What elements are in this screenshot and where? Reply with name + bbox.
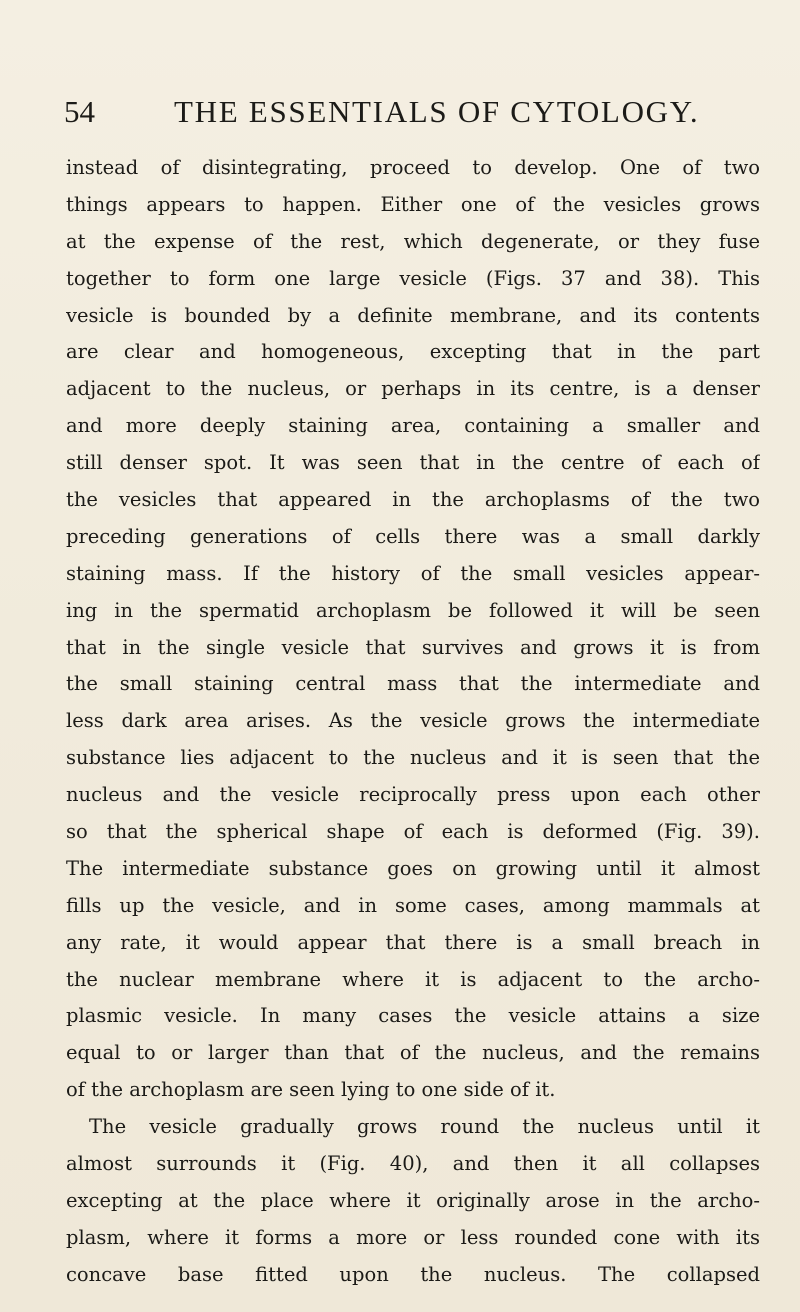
- text-line: concave base fitted upon the nucleus. The collapsed: [66, 1262, 760, 1286]
- text-line: substance lies adjacent to the nucleus and it is seen that the: [66, 746, 760, 770]
- text-line: are clear and homogeneous, excepting that in the part: [66, 340, 760, 364]
- text-line: plasm, where it forms a more or less rounded cone with its: [66, 1225, 760, 1249]
- text-line: of the archoplasm are seen lying to one side of it.: [66, 1078, 556, 1102]
- text-line: The intermediate substance goes on growing until it almost: [66, 856, 760, 880]
- text-line: nucleus and the vesicle reciprocally press upon each other: [66, 783, 760, 807]
- text-line: the vesicles that appeared in the archoplasms of the two: [66, 488, 760, 512]
- text-line: excepting at the place where it originally arose in the archo-: [66, 1188, 760, 1212]
- text-line: equal to or larger than that of the nucleus, and the remains: [66, 1041, 760, 1065]
- text-line: fills up the vesicle, and in some cases, among mammals at: [66, 893, 760, 917]
- text-line: things appears to happen. Either one of the vesicles grows: [66, 192, 760, 216]
- text-line: preceding generations of cells there was a small darkly: [66, 524, 760, 548]
- text-line: plasmic vesicle. In many cases the vesicle attains a size: [66, 1004, 760, 1028]
- text-line: together to form one large vesicle (Figs. 37 and 38). This: [66, 266, 760, 290]
- text-line: at the expense of the rest, which degenerate, or they fuse: [66, 229, 760, 253]
- text-line: staining mass. If the history of the small vesicles appear-: [66, 561, 760, 585]
- text-line: almost surrounds it (Fig. 40), and then it all collapses: [66, 1152, 760, 1176]
- page-header: [0, 92, 800, 132]
- text-line: The vesicle gradually grows round the nucleus until it: [89, 1115, 760, 1139]
- text-line: the small staining central mass that the intermediate and: [66, 672, 760, 696]
- text-line: any rate, it would appear that there is a small breach in: [66, 930, 760, 954]
- text-line: adjacent to the nucleus, or perhaps in its centre, is a denser: [66, 377, 760, 401]
- text-line: still denser spot. It was seen that in the centre of each of: [66, 451, 760, 475]
- text-line: that in the single vesicle that survives and grows it is from: [66, 635, 760, 659]
- text-line: the nuclear membrane where it is adjacent to the archo-: [66, 967, 760, 991]
- page-number: 54: [64, 94, 95, 129]
- text-line: and more deeply staining area, containing a smaller and: [66, 414, 760, 438]
- body-text: [66, 150, 760, 1294]
- text-line: so that the spherical shape of each is deformed (Fig. 39).: [66, 820, 760, 844]
- text-line: vesicle is bounded by a definite membrane, and its contents: [66, 303, 760, 327]
- running-title: THE ESSENTIALS OF CYTOLOGY.: [174, 94, 700, 129]
- text-line: instead of disintegrating, proceed to develop. One of two: [66, 156, 760, 179]
- text-line: ing in the spermatid archoplasm be followed it will be seen: [66, 598, 760, 622]
- text-line: less dark area arises. As the vesicle grows the intermediate: [66, 709, 760, 733]
